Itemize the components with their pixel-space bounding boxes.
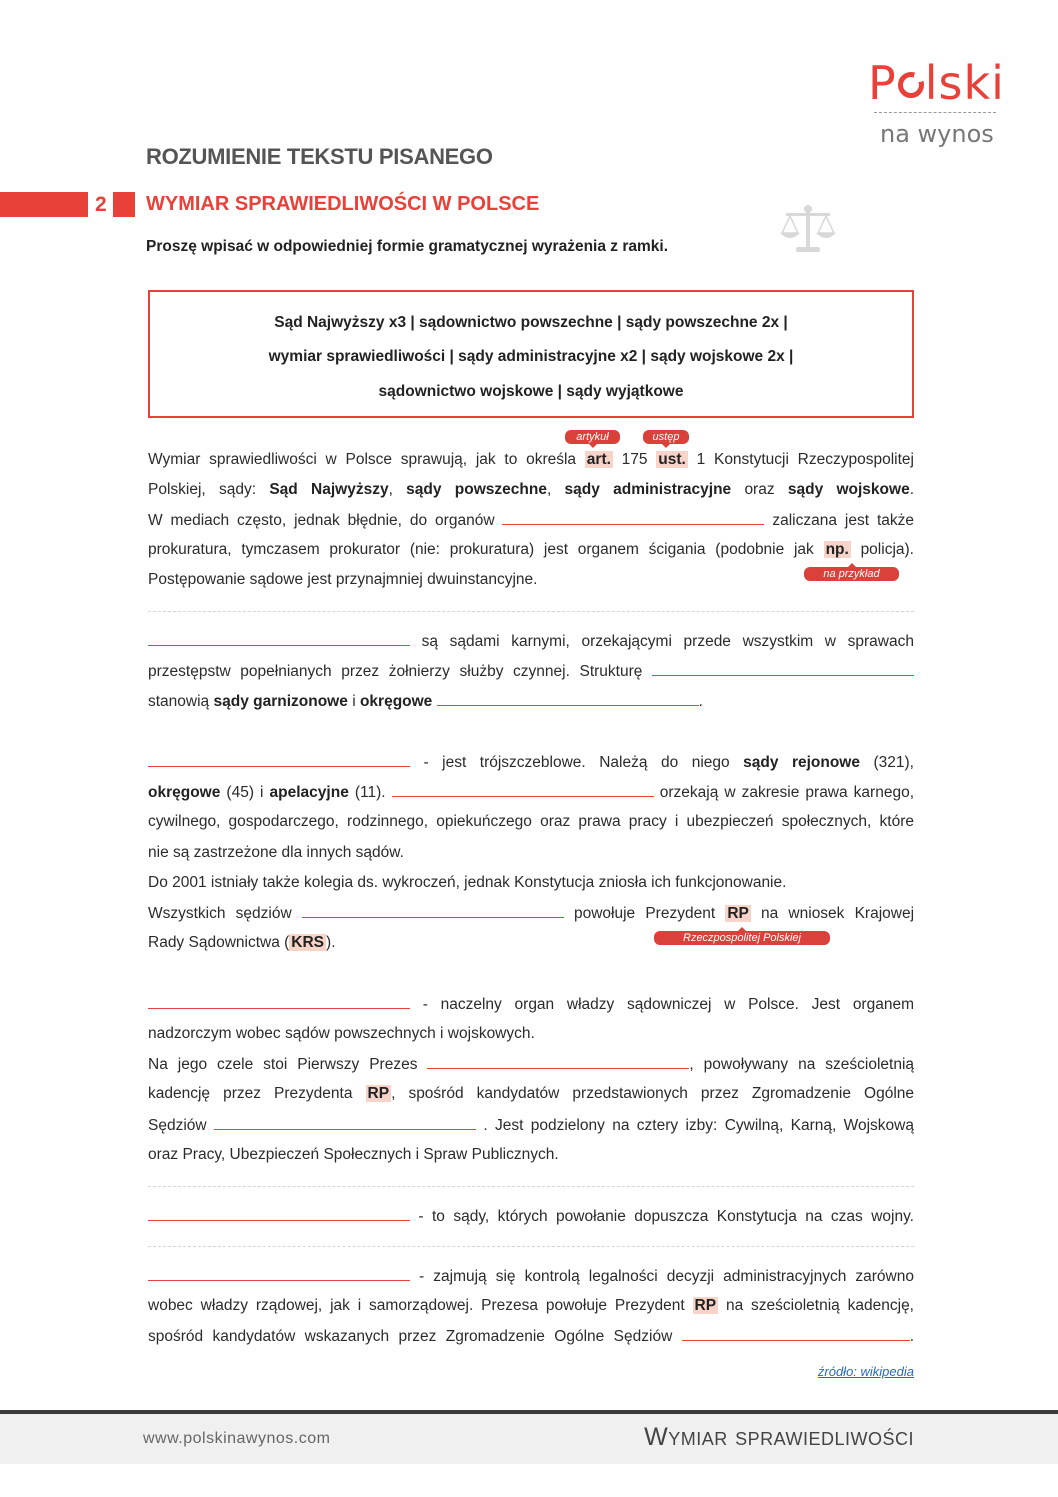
- gloss-art: artykuł: [565, 430, 620, 444]
- p3-line-2: okręgowe (45) i apelacyjne (11). orzekają w zakresie prawa karnego,: [148, 784, 914, 801]
- gloss-rp: Rzeczpospolitej Polskiej: [654, 931, 830, 945]
- p4-line-4: kadencję przez Prezydenta RP , spośród kandydatów przedstawionych przez Zgromadzenie Ogólne: [148, 1085, 914, 1102]
- p1-line-3: W mediach często, jednak błędnie, do organów zaliczana jest także: [148, 512, 914, 529]
- answer-blank-4[interactable]: [437, 691, 699, 706]
- logo-subtitle: na wynos: [880, 120, 994, 148]
- answer-blank-13[interactable]: [682, 1326, 910, 1341]
- p3-line-3: cywilnego, gospodarczego, rodzinnego, opiekuńczego oraz prawa pracy i ubezpieczeń społecznych, które: [148, 813, 914, 830]
- word-bank-box: [148, 290, 914, 418]
- answer-blank-7[interactable]: [302, 903, 564, 918]
- p4-line-2: nadzorczym wobec sądów powszechnych i wojskowych.: [148, 1025, 535, 1042]
- p5-line-1: - to sądy, których powołanie dopuszcza Konstytucja na czas wojny.: [148, 1206, 914, 1227]
- accent-bar-right: [113, 192, 135, 217]
- p2-line-1: są sądami karnymi, orzekającymi przede wszystkim w sprawach: [148, 631, 914, 652]
- p1-line-4: prokuratura, tymczasem prokurator (nie: prokuratura) jest organem ścigania (podobnie jak np. policja).: [148, 541, 914, 558]
- p4-line-1: - naczelny organ władzy sądowniczej w Polsce. Jest organem: [148, 994, 914, 1015]
- p2-line-3: stanowią sądy garnizonowe i okręgowe .: [148, 693, 703, 710]
- divider-3: [148, 1246, 914, 1247]
- p2-line-2: przestępstw popełnianych przez żołnierzy służby czynnej. Strukturę: [148, 661, 914, 682]
- exercise-number: 2: [95, 193, 107, 216]
- accent-bar-left: [0, 192, 88, 217]
- answer-blank-9[interactable]: [427, 1054, 689, 1069]
- answer-blank-12[interactable]: [148, 1266, 410, 1281]
- footer-title: Wymiar sprawiedliwości: [644, 1423, 914, 1451]
- p4-line-3: Na jego czele stoi Pierwszy Prezes , powoływany na sześcioletnią: [148, 1056, 915, 1073]
- p1-line-1: Wymiar sprawiedliwości w Polsce sprawują, jak to określa art. 175 ust. 1 Konstytucji Rzeczypospolitej: [148, 451, 914, 468]
- answer-blank-1[interactable]: [502, 510, 764, 525]
- answer-blank-8[interactable]: [148, 994, 410, 1009]
- divider-1: [148, 611, 914, 612]
- gloss-np: na przykład: [804, 567, 899, 581]
- logo-polski: P lski: [868, 56, 1005, 110]
- p1-line-5: Postępowanie sądowe jest przynajmniej dwuinstancyjne.: [148, 571, 538, 588]
- p6-line-1: - zajmują się kontrolą legalności decyzji administracyjnych zarówno: [148, 1266, 914, 1287]
- logo-o-circle-icon: [898, 72, 924, 98]
- source-link[interactable]: źródło: wikipedia: [817, 1364, 914, 1379]
- answer-blank-6[interactable]: [392, 782, 654, 797]
- answer-blank-5[interactable]: [148, 752, 410, 767]
- p4-line-6: oraz Pracy, Ubezpieczeń Społecznych i Spraw Publicznych.: [148, 1146, 559, 1163]
- footer-url[interactable]: www.polskinawynos.com: [143, 1430, 331, 1447]
- p6-line-3: spośród kandydatów wskazanych przez Zgromadzenie Ogólne Sędziów .: [148, 1328, 914, 1345]
- p1-line-2: Polskiej, sądy: Sąd Najwyższy, sądy powszechne, sądy administracyjne oraz sądy wojskowe.: [148, 481, 915, 498]
- p3-line-1: - jest trójszczeblowe. Należą do niego sądy rejonowe (321),: [148, 752, 914, 773]
- answer-blank-3[interactable]: [652, 661, 914, 676]
- word-bank-line-3: sądownictwo wojskowe | sądy wyjątkowe: [378, 383, 684, 400]
- answer-blank-2[interactable]: [148, 631, 410, 646]
- section-title: ROZUMIENIE TEKSTU PISANEGO: [146, 144, 493, 169]
- logo-divider: [874, 112, 996, 113]
- p3-line-7: Rady Sądownictwa ( KRS ).: [148, 934, 336, 951]
- exercise-title: WYMIAR SPRAWIEDLIWOŚCI W POLSCE: [146, 193, 540, 215]
- word-bank-line-1: Sąd Najwyższy x3 | sądownictwo powszechne | sądy powszechne 2x |: [274, 314, 788, 331]
- divider-2: [148, 1186, 914, 1187]
- p3-line-6: Wszystkich sędziów powołuje Prezydent RP na wniosek Krajowej: [148, 905, 915, 922]
- p4-line-5: Sędziów . Jest podzielony na cztery izby: Cywilną, Karną, Wojskową: [148, 1117, 914, 1134]
- p6-line-2: wobec władzy rządowej, jak i samorządowej. Prezesa powołuje Prezydent RP na sześcioletnią kadencję,: [148, 1297, 914, 1314]
- gloss-ust: ustęp: [643, 430, 689, 444]
- instruction-text: Proszę wpisać w odpowiedniej formie gramatycznej wyrażenia z ramki.: [146, 238, 669, 255]
- p3-line-5: Do 2001 istniały także kolegia ds. wykroczeń, jednak Konstytucja zniosła ich funkcjonowanie.: [148, 874, 787, 891]
- scales-icon: [778, 203, 838, 255]
- answer-blank-11[interactable]: [148, 1206, 410, 1221]
- word-bank-line-2: wymiar sprawiedliwości | sądy administracyjne x2 | sądy wojskowe 2x |: [268, 348, 794, 365]
- answer-blank-10[interactable]: [214, 1115, 476, 1130]
- p3-line-4: nie są zastrzeżone dla innych sądów.: [148, 844, 404, 861]
